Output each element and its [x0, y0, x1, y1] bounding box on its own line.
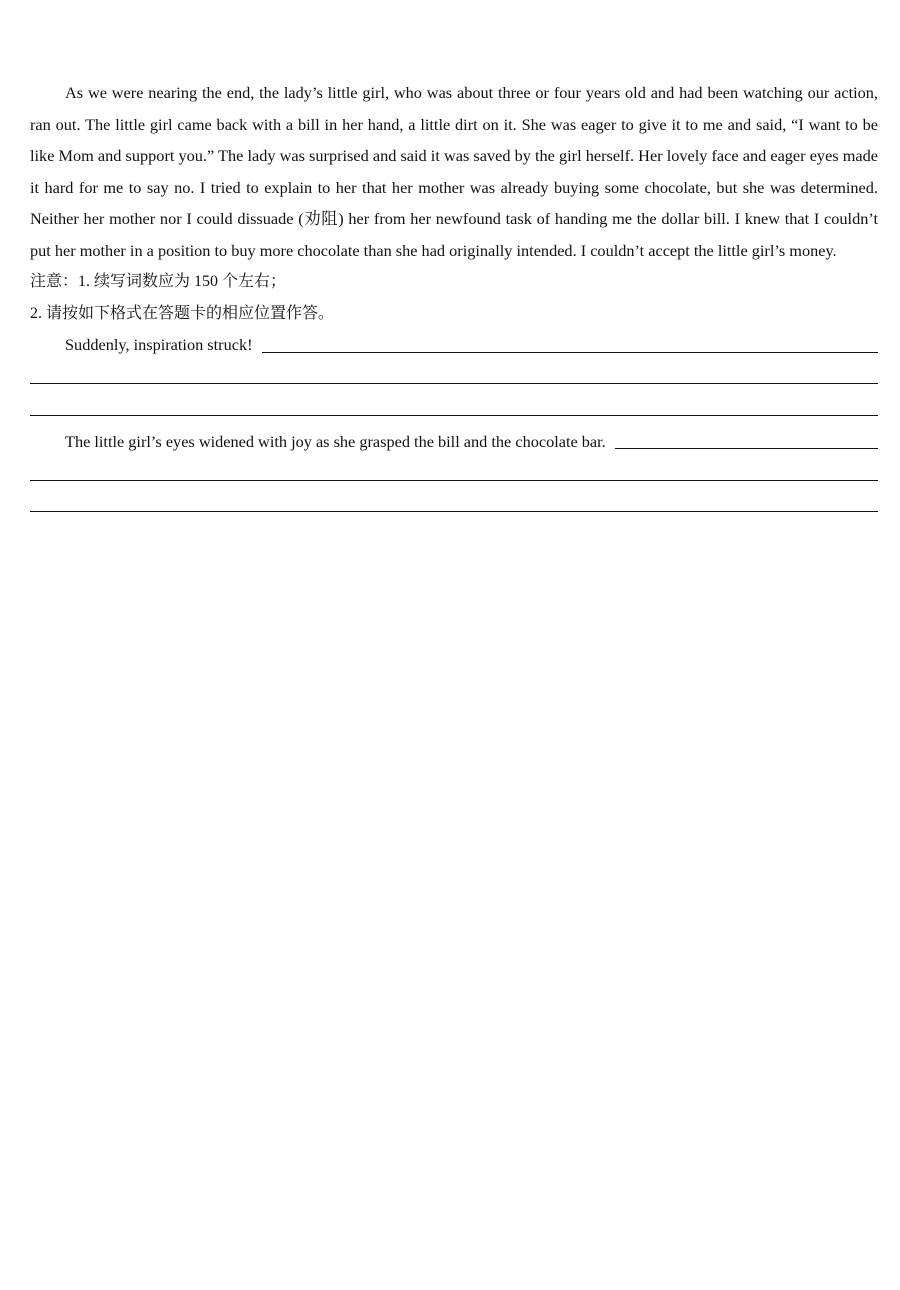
note-word-count: 注意：1. 续写词数应为 150 个左右； [30, 273, 287, 290]
answer-line[interactable] [30, 384, 878, 416]
paragraph-opening: Suddenly, inspiration struck! [65, 335, 253, 354]
answer-line[interactable] [30, 353, 878, 385]
answer-line[interactable] [30, 449, 878, 481]
paragraph-opening: The little girl’s eyes widened with joy as she grasped the bill and the chocolate bar. [65, 431, 606, 451]
answer-line[interactable] [30, 481, 878, 513]
document-page [30, 77, 878, 520]
note-answer-format: 2. 请按如下格式在答题卡的相应位置作答。 [30, 304, 335, 322]
story-passage: As we were nearing the end, the lady’s little girl, who was about three or four years old and had been watching our action, ran out. The little girl came back with a bill in her hand, a little dirt on it. She was eager to give it to me and said, “I want to be like Mom and support you.” The lady was surprised and said it was saved by the girl herself. Her lovely face and eager eyes made it hard for me to say no. I tried to explain to her that her mother was already buying some chocolate, but she was determined. Neither her mother nor I could dissuade (劝阻) her from her newfound task of handing me the dollar bill. I knew that I couldn’t put her mother in a position to buy more chocolate than she had originally intended. I couldn’t accept the little girl’s money. [30, 83, 878, 260]
answer-section-2 [30, 426, 878, 521]
answer-section-1 [30, 329, 878, 424]
